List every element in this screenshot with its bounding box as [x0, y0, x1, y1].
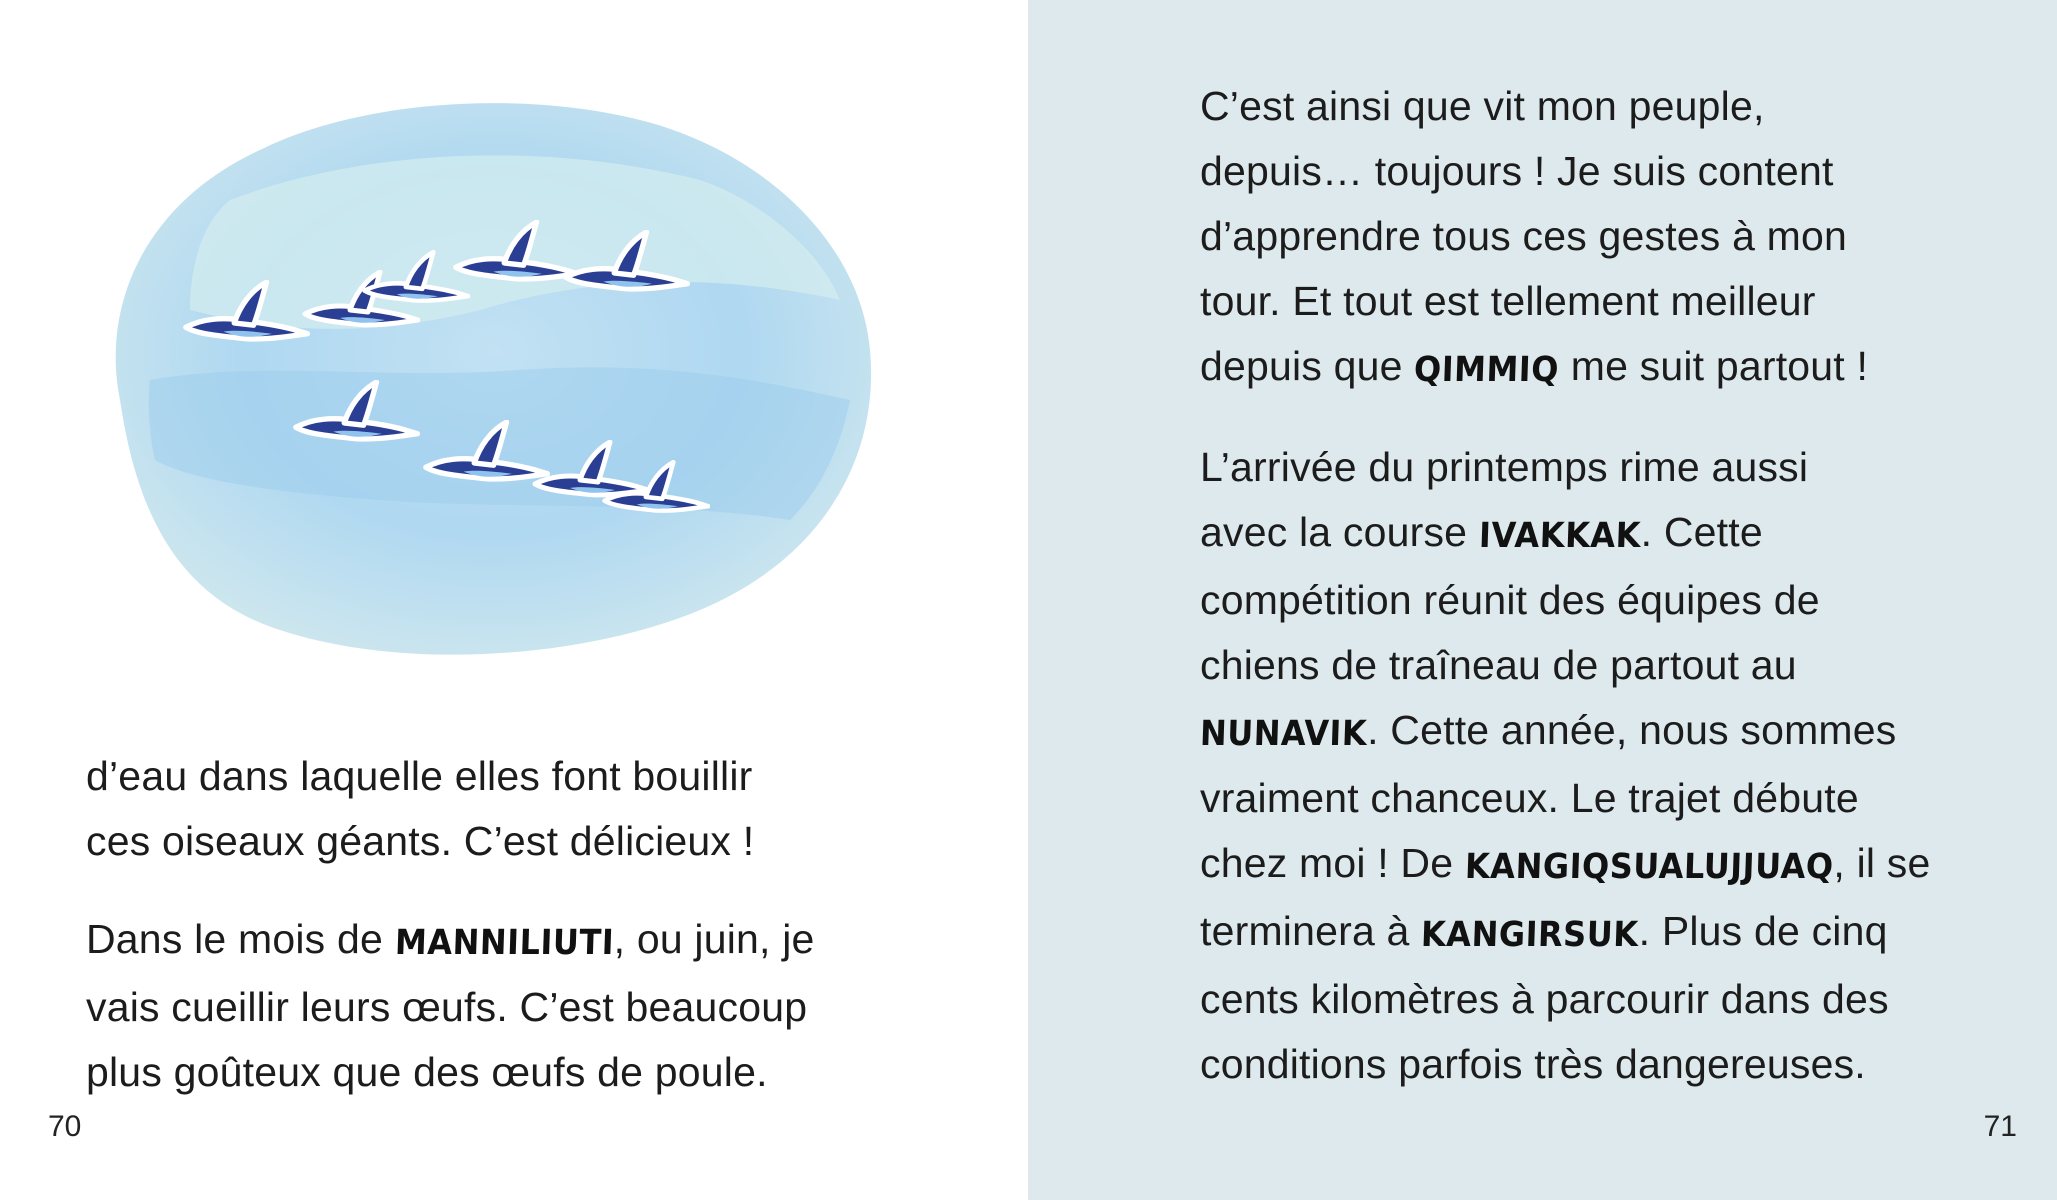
text-segment: chiens de traîneau de partout au: [1200, 642, 1797, 688]
paragraph: [1200, 74, 2020, 402]
text-segment: chez moi ! De: [1200, 840, 1465, 886]
text-line: [86, 907, 986, 975]
text-segment: d’eau dans laquelle elles font bouillir: [86, 753, 753, 799]
text-segment: vraiment chanceux. Le trajet débute: [1200, 775, 1859, 821]
page-number-right: 71: [1983, 1110, 2017, 1143]
left-page: [0, 0, 1028, 1200]
inuktitut-term: MANNILIUTI: [393, 921, 615, 963]
text-segment: , ou juin, je: [613, 916, 815, 962]
right-page-text: [1200, 74, 2020, 1130]
text-line: [1200, 500, 2020, 568]
text-segment: terminera à: [1200, 908, 1422, 954]
text-segment: avec la course: [1200, 509, 1479, 555]
text-segment: d’apprendre tous ces gestes à mon: [1200, 213, 1848, 259]
text-segment: compétition réunit des équipes de: [1200, 577, 1820, 623]
text-line: [1200, 74, 2020, 139]
text-line: [1200, 568, 2020, 633]
page-number-left: 70: [48, 1110, 82, 1143]
text-line: [1200, 633, 2020, 698]
inuktitut-term: IVAKKAK: [1478, 514, 1642, 556]
paragraph: [86, 907, 986, 1105]
text-segment: C’est ainsi que vit mon peuple,: [1200, 83, 1765, 129]
text-segment: L’arrivée du printemps rime aussi: [1200, 444, 1809, 490]
text-line: [1200, 1032, 2020, 1097]
text-segment: depuis… toujours ! Je suis content: [1200, 148, 1834, 194]
text-line: [1200, 831, 2020, 899]
text-segment: tour. Et tout est tellement meilleur: [1200, 278, 1816, 324]
text-line: [1200, 269, 2020, 334]
text-segment: . Cette: [1640, 509, 1763, 555]
inuktitut-term: KANGIQSUALUJJUAQ: [1464, 845, 1835, 887]
text-segment: plus goûteux que des œufs de poule.: [86, 1049, 768, 1095]
geese-illustration: [60, 80, 900, 680]
text-segment: . Cette année, nous sommes: [1367, 707, 1897, 753]
text-line: [1200, 435, 2020, 500]
text-line: [86, 809, 986, 874]
text-line: [1200, 139, 2020, 204]
inuktitut-term: KANGIRSUK: [1420, 913, 1640, 955]
text-segment: ces oiseaux géants. C’est délicieux !: [86, 818, 755, 864]
right-page: [1028, 0, 2057, 1200]
text-line: [1200, 698, 2020, 766]
text-segment: vais cueillir leurs œufs. C’est beaucoup: [86, 984, 808, 1030]
text-segment: . Plus de cinq: [1638, 908, 1888, 954]
text-line: [86, 744, 986, 809]
text-segment: Dans le mois de: [86, 916, 395, 962]
inuktitut-term: NUNAVIK: [1199, 712, 1368, 754]
inuktitut-term: QIMMIQ: [1413, 348, 1560, 390]
text-line: [86, 1040, 986, 1105]
text-line: [1200, 899, 2020, 967]
text-line: [1200, 967, 2020, 1032]
paragraph: [86, 744, 986, 874]
left-page-text: [86, 744, 986, 1138]
text-segment: me suit partout !: [1559, 343, 1869, 389]
text-segment: cents kilomètres à parcourir dans des: [1200, 976, 1889, 1022]
text-line: [1200, 766, 2020, 831]
text-segment: depuis que: [1200, 343, 1415, 389]
text-line: [1200, 204, 2020, 269]
text-line: [86, 975, 986, 1040]
text-segment: , il se: [1833, 840, 1931, 886]
text-line: [1200, 334, 2020, 402]
paragraph: [1200, 435, 2020, 1097]
text-segment: conditions parfois très dangereuses.: [1200, 1041, 1866, 1087]
